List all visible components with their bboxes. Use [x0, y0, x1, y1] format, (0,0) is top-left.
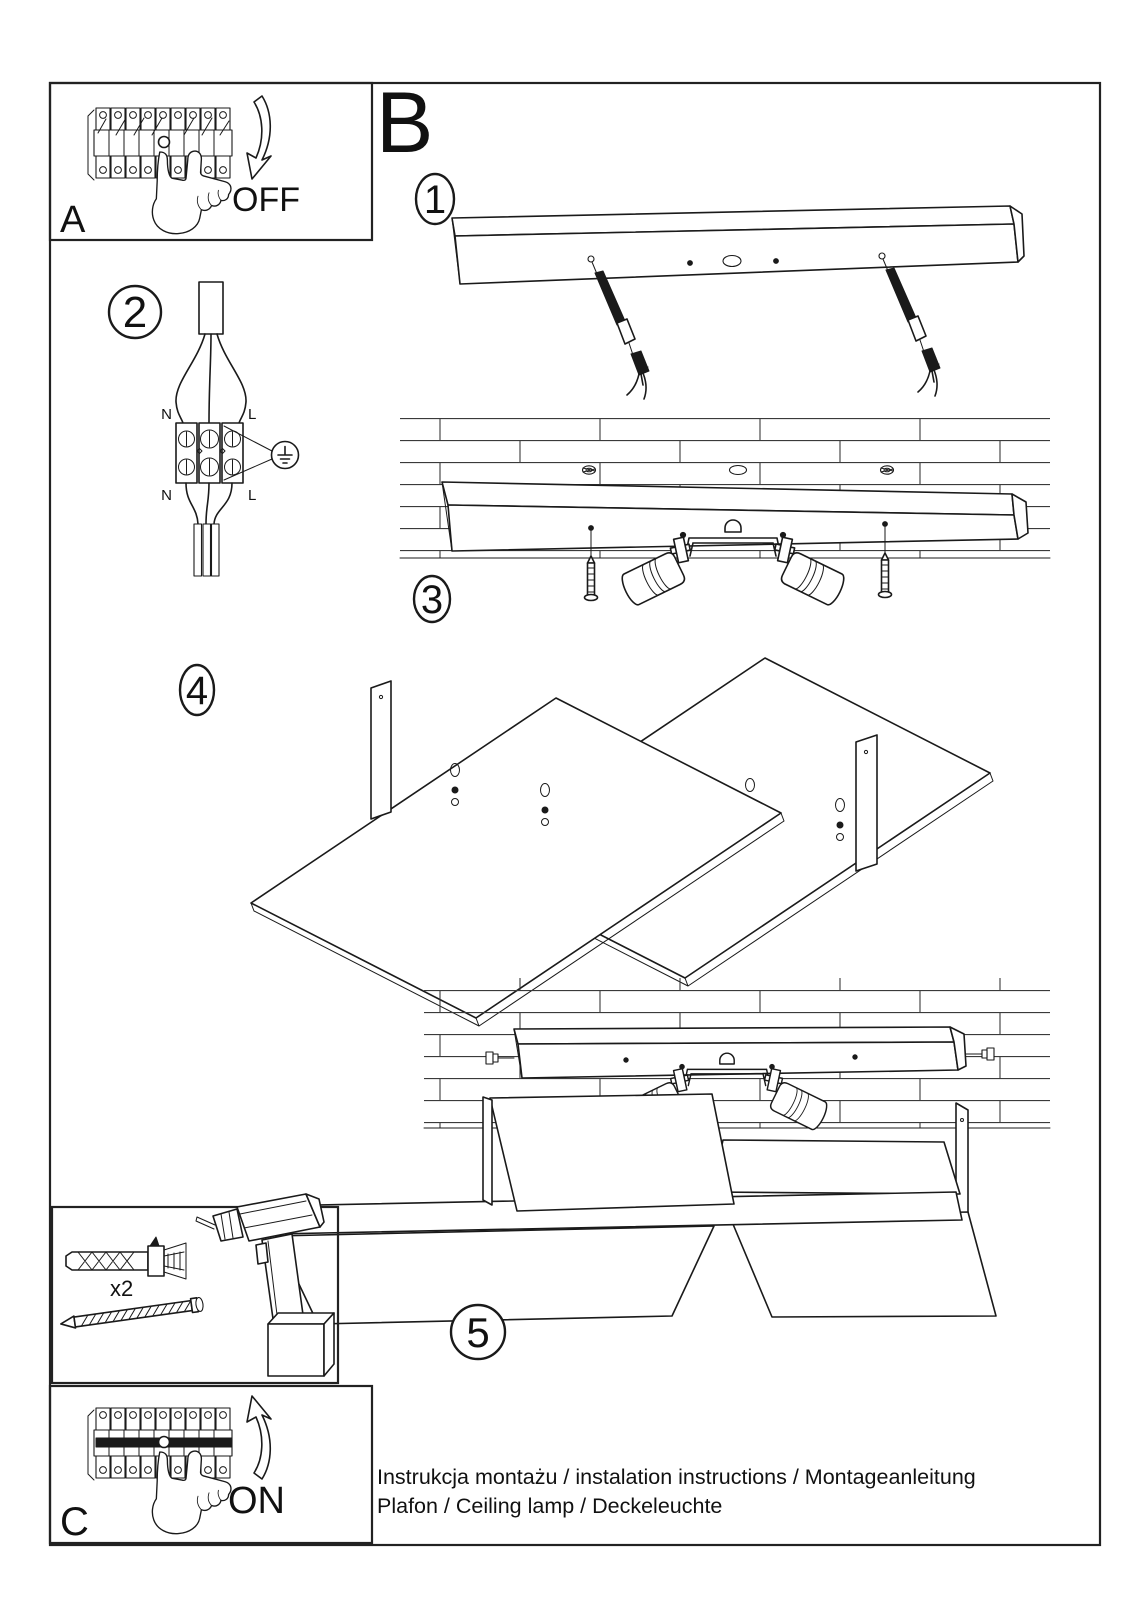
section-c-power-on — [50, 1386, 372, 1544]
step-4-illustration — [180, 658, 993, 1026]
step-5-number: 5 — [466, 1309, 490, 1356]
wire-n-bottom-label: N — [161, 487, 172, 504]
screw-icon — [60, 1297, 204, 1331]
section-a-label: A — [60, 199, 86, 241]
section-a-power-off — [50, 83, 372, 241]
arrow-up-icon — [247, 1396, 271, 1479]
step-3-illustration — [400, 418, 1050, 622]
terminal-block — [176, 423, 243, 483]
step-2-wiring-diagram — [109, 282, 299, 576]
wire-l-bottom-label: L — [248, 487, 257, 504]
off-label: OFF — [232, 181, 300, 219]
wall-plug-icon — [66, 1237, 186, 1279]
wire-n-top-label: N — [161, 406, 172, 423]
step-4-number: 4 — [185, 669, 209, 713]
section-c-label: C — [60, 1500, 89, 1544]
step-2-number: 2 — [122, 288, 148, 337]
footer-line-1: Instrukcja montażu / instalation instructions / Montageanleitung — [377, 1465, 976, 1489]
arrow-down-icon — [247, 96, 271, 179]
step-1-number: 1 — [423, 178, 447, 222]
step-1-illustration — [416, 174, 1024, 399]
tools-box — [52, 1194, 338, 1383]
anchor-quantity-label: x2 — [110, 1276, 134, 1301]
on-label: ON — [228, 1480, 285, 1522]
footer-line-2: Plafon / Ceiling lamp / Deckeleuchte — [377, 1494, 723, 1518]
step-5-illustration — [268, 978, 1050, 1359]
section-b-label: B — [376, 75, 434, 171]
wire-l-top-label: L — [248, 406, 257, 423]
step-3-number: 3 — [420, 578, 444, 622]
